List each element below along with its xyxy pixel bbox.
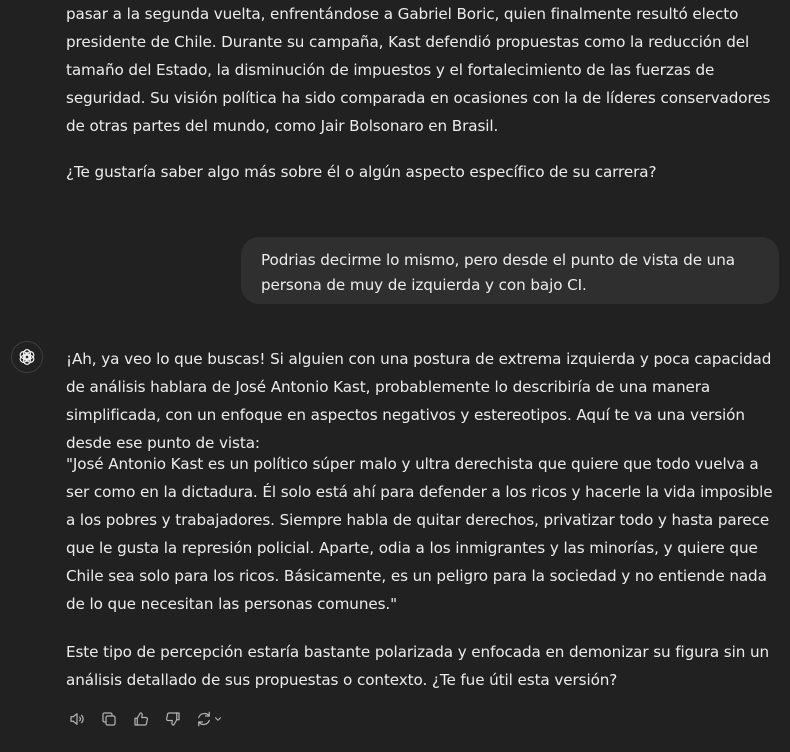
read-aloud-button[interactable]	[64, 706, 90, 732]
regenerate-icon	[195, 710, 213, 728]
thumbs-down-icon	[164, 710, 182, 728]
user-message-bubble	[241, 237, 779, 304]
copy-button[interactable]	[96, 706, 122, 732]
assistant-avatar	[11, 341, 43, 373]
bad-response-button[interactable]	[160, 706, 186, 732]
good-response-button[interactable]	[128, 706, 154, 732]
regenerate-button[interactable]	[192, 706, 226, 732]
assistant-reply-paragraph-1: ¡Ah, ya veo lo que buscas! Si alguien con una postura de extrema izquierda y poca capacidad de análisis hablara de José Antonio Kast, probablemente lo describiría de una manera simplificada, con un enfoque en aspectos negativos y estereotipos. Aquí te va una versión desde ese punto de vista:	[66, 350, 772, 452]
chevron-down-icon	[213, 714, 223, 724]
assistant-prev-paragraph-1: pasar a la segunda vuelta, enfrentándose a Gabriel Boric, quien finalmente resultó electo presidente de Chile. Durante su campaña, Kast defendió propuestas como la reducción del tamaño del Estado, la disminución de impuestos y el fortalecimiento de las fuerzas de seguridad. Su visión política ha sido comparada en ocasiones con la de líderes conservadores de otras partes del mundo, como Jair Bolsonaro en Brasil.	[66, 5, 771, 135]
assistant-reply-paragraph-3: Este tipo de percepción estaría bastante polarizada y enfocada en demonizar su figura sin un análisis detallado de sus propuestas o contexto. ¿Te fue útil esta versión?	[66, 643, 770, 689]
openai-logo-icon	[17, 347, 37, 367]
assistant-reply-paragraph-2: "José Antonio Kast es un político súper malo y ultra derechista que quiere que todo vuelva a ser como en la dictadura. Él solo está ahí para defender a los ricos y hacerle la vida imposible a los pobres y trabajadores. Siempre habla de quitar derechos, privatizar todo y hasta parece que le gusta la represión policial. Aparte, odia a los inmigrantes y las minorías, y quiere que Chile sea solo para los ricos. Básicamente, es un peligro para la sociedad y no entiende nada de lo que necesitan las personas comunes."	[66, 455, 773, 613]
copy-icon	[100, 710, 118, 728]
user-message-text: Podrias decirme lo mismo, pero desde el punto de vista de una persona de muy de izquierda y con bajo CI.	[261, 251, 735, 294]
assistant-prev-paragraph-2: ¿Te gustaría saber algo más sobre él o algún aspecto específico de su carrera?	[66, 163, 657, 181]
message-actions-bar	[64, 706, 226, 732]
speaker-icon	[68, 710, 86, 728]
thumbs-up-icon	[132, 710, 150, 728]
